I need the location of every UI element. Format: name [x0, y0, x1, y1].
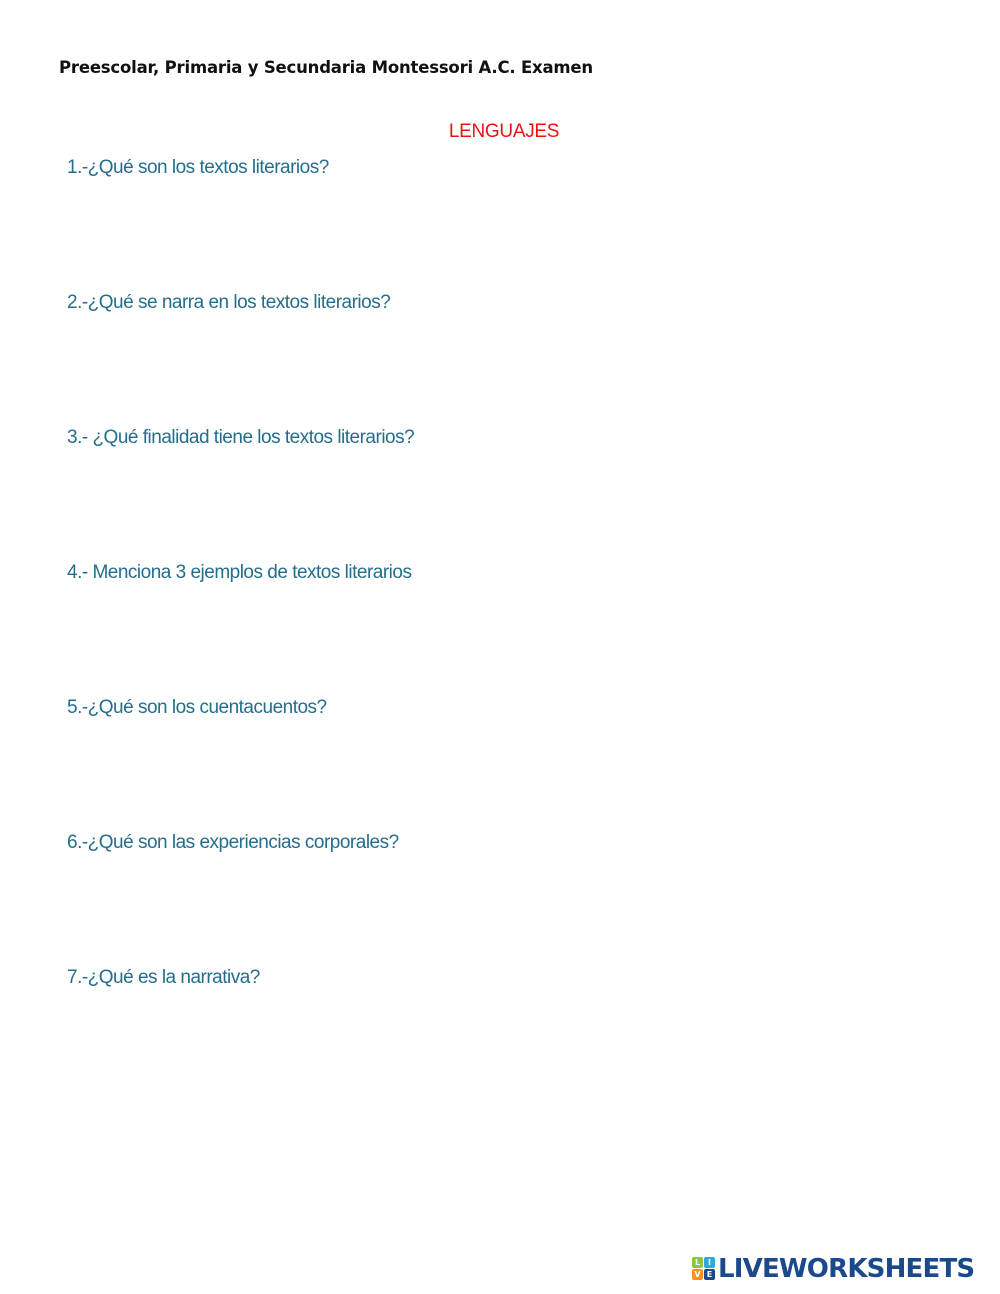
question-4: 4.- Menciona 3 ejemplos de textos literarios [67, 562, 412, 583]
question-3: 3.- ¿Qué finalidad tiene los textos literarios? [67, 427, 415, 448]
logo-mark-i: I [704, 1257, 715, 1268]
logo-mark-v: V [692, 1269, 703, 1280]
logo-text: LIVEWORKSHEETS [718, 1254, 975, 1284]
question-6: 6.-¿Qué son las experiencias corporales? [67, 832, 399, 853]
subject-title: LENGUAJES [448, 121, 560, 142]
question-2: 2.-¿Qué se narra en los textos literarios? [67, 292, 391, 313]
liveworksheets-logo-icon [692, 1257, 716, 1281]
question-1: 1.-¿Qué son los textos literarios? [67, 157, 329, 178]
logo-mark-l: L [692, 1257, 703, 1268]
document-header: Preescolar, Primaria y Secundaria Montessori A.C. Examen [59, 58, 593, 77]
logo-mark-e: E [704, 1269, 715, 1280]
question-7: 7.-¿Qué es la narrativa? [67, 967, 260, 988]
liveworksheets-logo [692, 1253, 974, 1285]
question-5: 5.-¿Qué son los cuentacuentos? [67, 697, 327, 718]
